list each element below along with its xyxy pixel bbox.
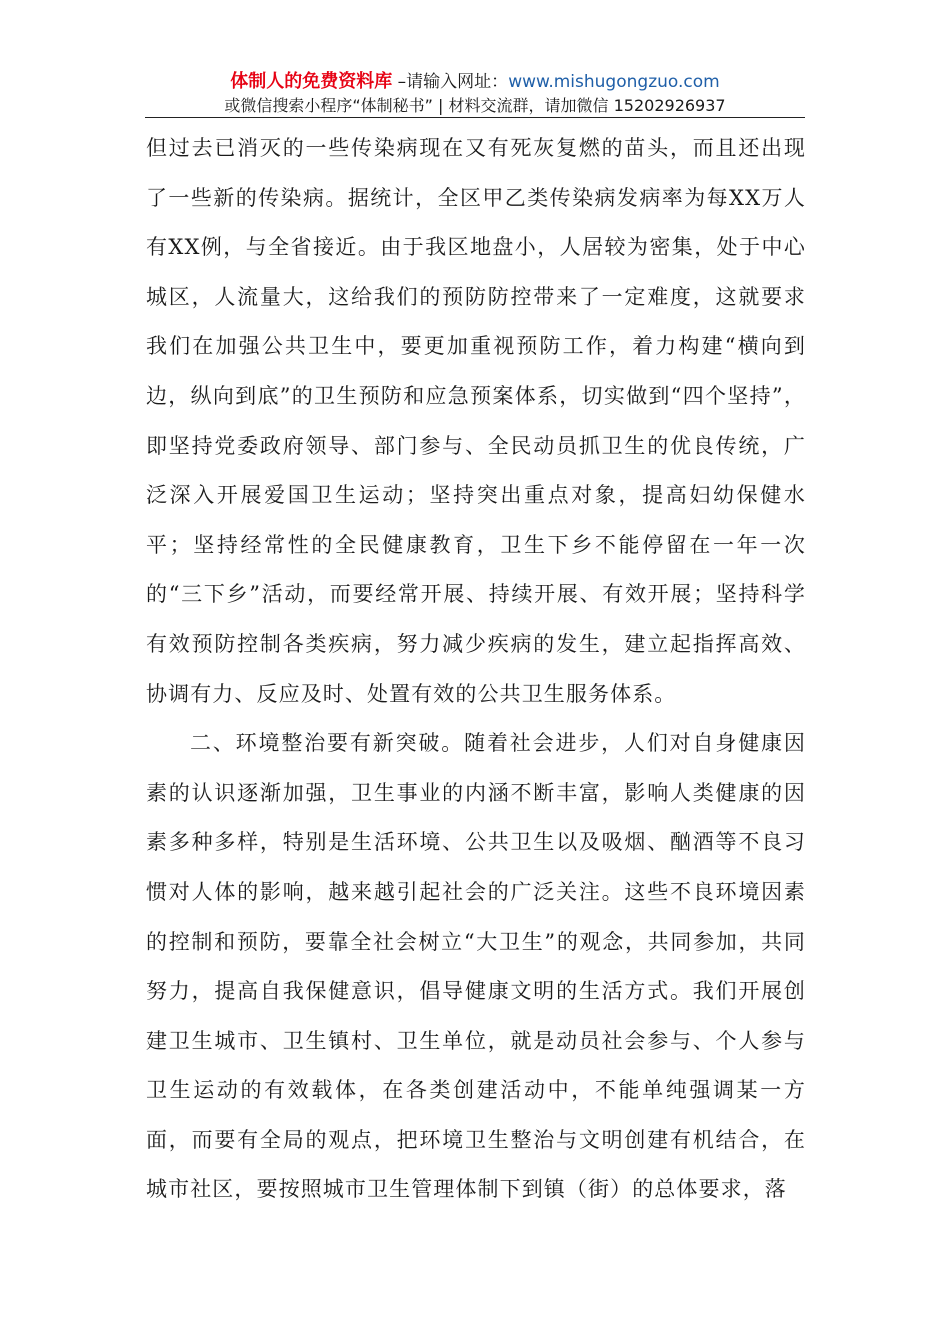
header-banner — [145, 70, 805, 94]
body-paragraph-continued: 但过去已消灭的一些传染病现在又有死灰复燃的苗头，而且还出现了一些新的传染病。据统计，全区甲乙类传染病发病率为每XX万人有XX例，与全省接近。由于我区地盘小，人居较为密集，处于中心城区，人流量大，这给我们的预防防控带来了一定难度，这就要求我们在加强公共卫生中，要更加重视预防工作，着力构建“横向到边，纵向到底”的卫生预防和应急预案体系，切实做到“四个坚持”，即坚持党委政府领导、部门参与、全民动员抓卫生的优良传统，广泛深入开展爱国卫生运动；坚持突出重点对象，提高妇幼保健水平；坚持经常性的全民健康教育，卫生下乡不能停留在一年一次的“三下乡”活动，而要经常开展、持续开展、有效开展；坚持科学有效预防控制各类疾病，努力减少疾病的发生，建立起指挥高效、协调有力、反应及时、处置有效的公共卫生服务体系。 — [146, 136, 806, 706]
document-body — [146, 124, 806, 1215]
page-header — [145, 70, 805, 118]
header-url-link[interactable]: www.mishugongzuo.com — [508, 72, 720, 92]
header-brand: 体制人的免费资料库 — [230, 71, 393, 92]
body-paragraph-section-two: 二、环境整治要有新突破。随着社会进步，人们对自身健康因素的认识逐渐加强，卫生事业的内涵不断丰富，影响人类健康的因素多种多样，特别是生活环境、公共卫生以及吸烟、酗酒等不良习惯对人体的影响，越来越引起社会的广泛关注。这些不良环境因素的控制和预防，要靠全社会树立“大卫生”的观念，共同参加，共同努力，提高自我保健意识，倡导健康文明的生活方式。我们开展创建卫生城市、卫生镇村、卫生单位，就是动员社会参与、个人参与卫生运动的有效载体，在各类创建活动中，不能单纯强调某一方面，而要有全局的观点，把环境卫生整治与文明创建有机结合，在城市社区，要按照城市卫生管理体制下到镇（街）的总体要求，落 — [146, 731, 806, 1202]
header-contact-line: 或微信搜索小程序“体制秘书” | 材料交流群，请加微信 15202926937 — [224, 96, 726, 115]
header-divider — [145, 117, 805, 118]
header-prompt: –请输入网址： — [392, 72, 509, 92]
